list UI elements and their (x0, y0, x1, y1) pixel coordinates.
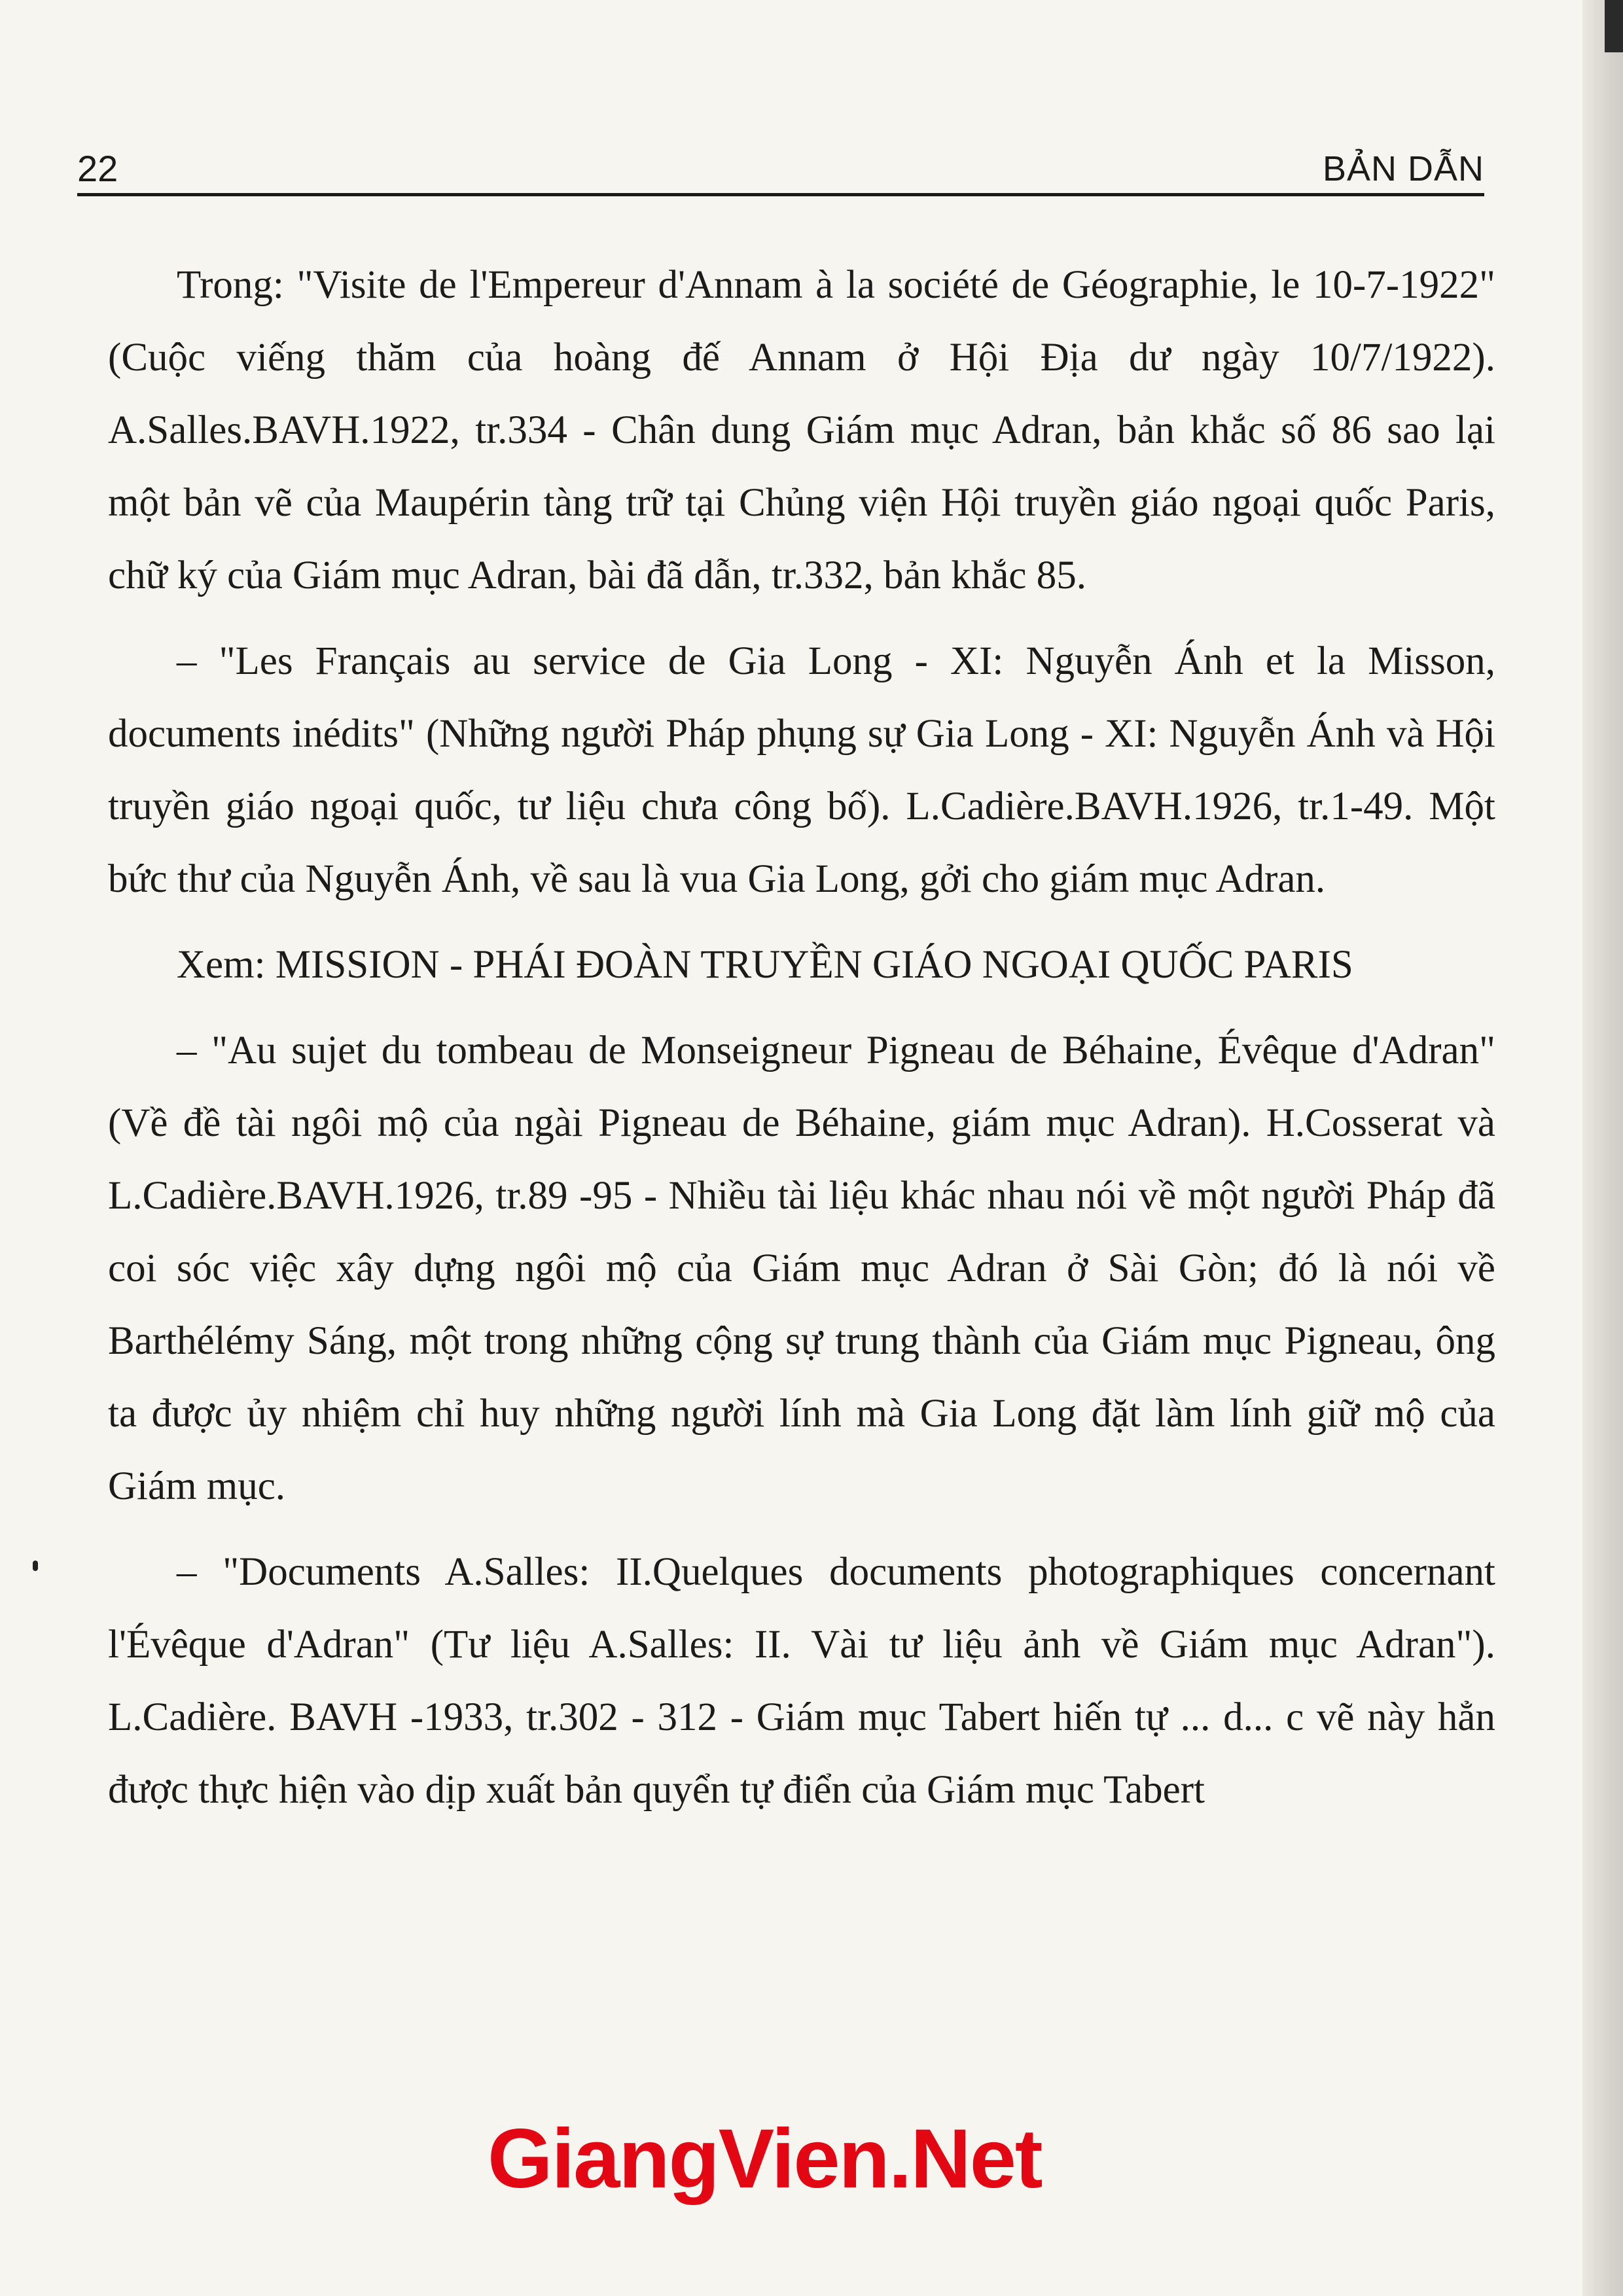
header-rule (77, 193, 1484, 196)
running-header-title: BẢN DẪN (1322, 149, 1484, 188)
paragraph-4: – "Au sujet du tombeau de Monseigneur Pigneau de Béhaine, Évêque d'Adran" (Về đề tài ngôi mộ của ngài Pigneau de Béhaine, giám mục Adran). H.Cosserat và L.Cadière.BAVH.1926, tr.89 -95 - Nhiều tài liệu khác nhau nói về một người Pháp đã coi sóc việc xây dựng ngôi mộ của Giám mục Adran ở Sài Gòn; đó là nói về Barthélémy Sáng, một trong những cộng sự trung thành của Giám mục Pigneau, ông ta được ủy nhiệm chỉ huy những người lính mà Gia Long đặt làm lính giữ mộ của Giám mục. (108, 1029, 1495, 1508)
scan-speck (33, 1561, 38, 1571)
page-header (77, 137, 1484, 196)
page-number: 22 (77, 148, 118, 189)
paragraph-3: Xem: MISSION - PHÁI ĐOÀN TRUYỀN GIÁO NGOẠI QUỐC PARIS (177, 943, 1353, 987)
paragraph-2: – "Les Français au service de Gia Long - XI: Nguyễn Ánh et la Misson, documents inédits" (Những người Pháp phụng sự Gia Long - XI: Nguyễn Ánh và Hội truyền giáo ngoại quốc, tư liệu chưa công bố). L.Cadière.BAVH.1926, tr.1-49. Một bức thư của Nguyễn Ánh, về sau là vua Gia Long, gởi cho giám mục Adran. (108, 639, 1495, 901)
page-edge-tab (1605, 0, 1623, 52)
paragraph-5: – "Documents A.Salles: II.Quelques documents photographiques concernant l'Évêque d'Adran" (Tư liệu A.Salles: II. Vài tư liệu ảnh về Giám mục Adran"). L.Cadière. BAVH -1933, tr.302 - 312 - Giám mục Tabert hiến tự ... d... c vẽ này hẳn được thực hiện vào dịp xuất bản quyển tự điển của Giám mục Tabert (108, 1550, 1495, 1812)
watermark-logo: GiangVien.Net (488, 2112, 1042, 2206)
body-text (108, 249, 1495, 1839)
page-edge-shadow (1582, 0, 1623, 2296)
paragraph-1: Trong: "Visite de l'Empereur d'Annam à la société de Géographie, le 10-7-1922" (Cuộc viếng thăm của hoàng đế Annam ở Hội Địa dư ngày 10/7/1922). A.Salles.BAVH.1922, tr.334 - Chân dung Giám mục Adran, bản khắc số 86 sao lại một bản vẽ của Maupérin tàng trữ tại Chủng viện Hội truyền giáo ngoại quốc Paris, chữ ký của Giám mục Adran, bài đã dẫn, tr.332, bản khắc 85. (108, 263, 1495, 597)
